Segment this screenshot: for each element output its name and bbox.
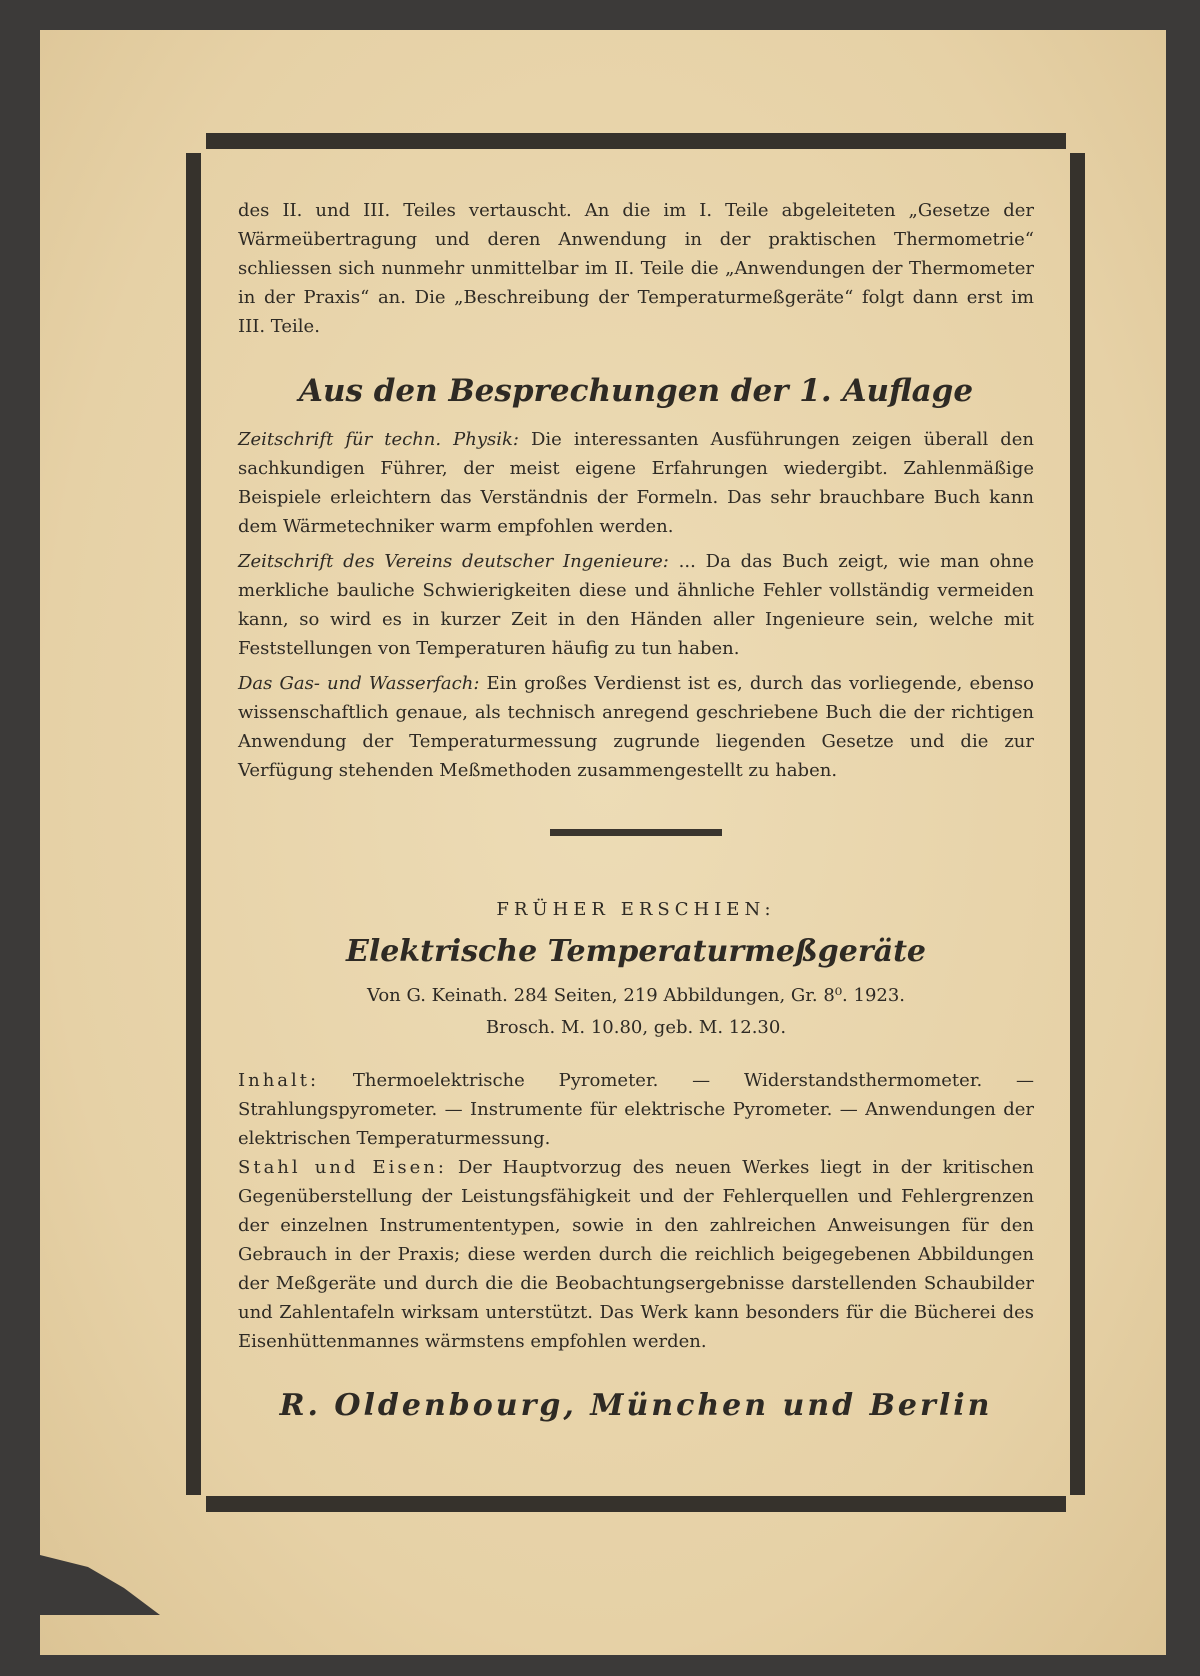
book-info-line: Von G. Keinath. 284 Seiten, 219 Abbildungen, Gr. 8⁰. 1923. — [366, 985, 906, 1006]
contents-label: Inhalt: — [238, 1070, 320, 1091]
section-divider — [550, 829, 722, 836]
book-review-source: Stahl und Eisen: — [238, 1157, 447, 1178]
review-item — [238, 547, 1034, 663]
book-title: Elektrische Temperaturmeßgeräte — [345, 934, 927, 969]
frame-border-right — [1070, 153, 1085, 1495]
reviews-heading: Aus den Besprechungen der 1. Auflage — [298, 373, 974, 409]
frame-border-top — [206, 133, 1066, 149]
book-price-line: Brosch. M. 10.80, geb. M. 12.30. — [485, 1017, 787, 1038]
intro-paragraph: des II. und III. Teiles vertauscht. An die im I. Teile abgeleiteten „Gesetze der Wärmeübertragung und deren Anwendung in der praktischen Thermometrie“ schliessen sich nunmehr unmittelbar im II. Teile die „Anwendungen der Thermometer in der Praxis“ an. Die „Beschreibung der Temperaturmeßgeräte“ folgt dann erst im III. Teile. — [238, 200, 1034, 337]
review-text: Die interessanten Ausführungen zeigen überall den sachkundigen Führer, der meist eigene Erfahrungen wiedergibt. Zahlenmäßige Beispiele erleichtern das Verständnis der Formeln. Das sehr brauchbare Buch kann dem Wärmetechniker warm empfohlen werden. — [238, 429, 1034, 537]
book-contents — [238, 1066, 1034, 1153]
book-review — [238, 1153, 1034, 1356]
contents-text: Thermoelektrische Pyrometer. — Widerstandsthermometer. — Strahlungspyrometer. — Instrumente für elektrische Pyrometer. — Anwendungen der elektrischen Temperaturmessung. — [238, 1070, 1034, 1149]
earlier-published-label: FRÜHER ERSCHIEN: — [496, 899, 776, 920]
review-item — [238, 669, 1034, 785]
review-text: ... Da das Buch zeigt, wie man ohne merkliche bauliche Schwierigkeiten diese und ähnliche Fehler vollständig vermeiden kann, so wird es in kurzer Zeit in den Händen aller Ingenieure sein, welche mit Feststellungen von Temperaturen häufig zu tun haben. — [238, 551, 1035, 659]
publisher-imprint: R. Oldenbourg, München und Berlin — [279, 1388, 993, 1423]
review-source: Zeitschrift für techn. Physik: — [238, 429, 519, 450]
book-info — [238, 980, 1034, 1044]
book-review-text: Der Hauptvorzug des neuen Werkes liegt in der kritischen Gegenüberstellung der Leistungsfähigkeit und der Fehlerquellen und Fehlergrenzen der einzelnen Instrumententypen, sowie in den zahlreichen Anweisungen für den Gebrauch in der Praxis; diese werden durch die reichlich beigegebenen Abbildungen der Meßgeräte und durch die die Beobachtungsergebnisse darstellenden Schaubilder und Zahlentafeln wirksam unterstützt. Das Werk kann besonders für die Bücherei des Eisenhüttenmannes wärmstens empfohlen werden. — [238, 1157, 1034, 1352]
review-text: Ein großes Verdienst ist es, durch das vorliegende, ebenso wissenschaftlich genaue, als technisch anregend geschriebene Buch die der richtigen Anwendung der Temperaturmessung zugrunde liegenden Gesetze und die zur Verfügung stehenden Meßmethoden zusammengestellt zu haben. — [238, 673, 1035, 781]
review-source: Das Gas- und Wasserfach: — [238, 673, 480, 694]
page-content — [238, 196, 1034, 1426]
frame-border-bottom — [206, 1496, 1066, 1512]
frame-border-left — [186, 153, 201, 1495]
review-source: Zeitschrift des Vereins deutscher Ingenieure: — [238, 551, 669, 572]
review-item — [238, 425, 1034, 541]
